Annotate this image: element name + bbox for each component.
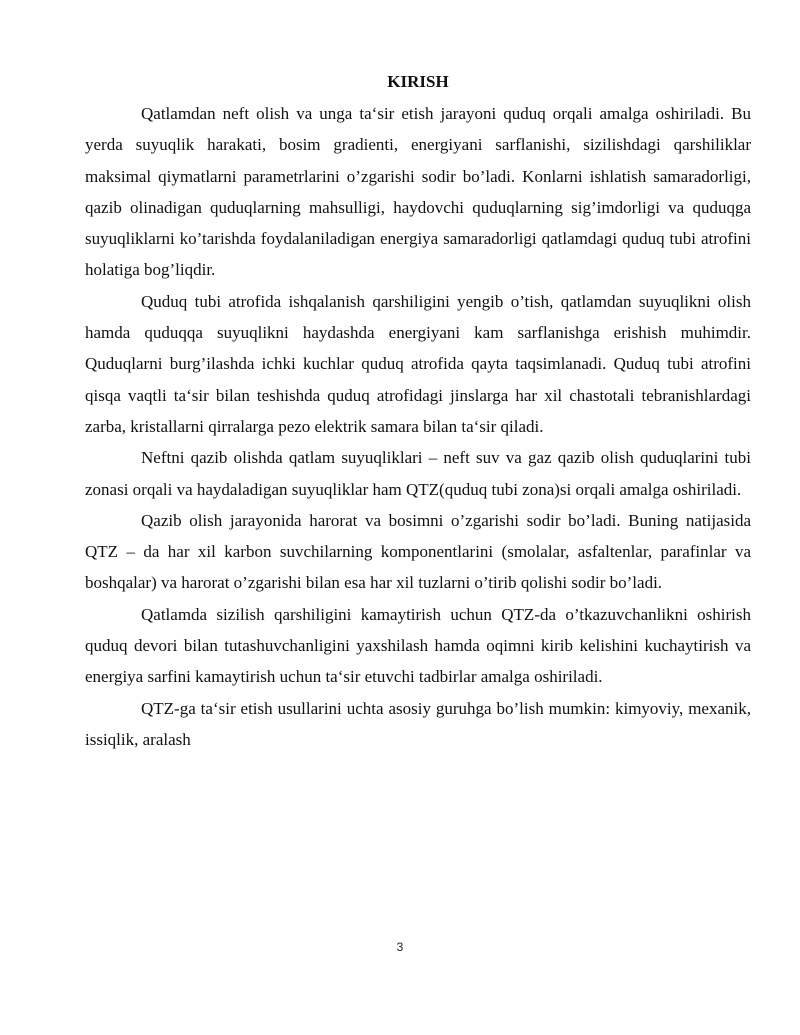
section-title: KIRISH xyxy=(387,72,449,91)
page-content xyxy=(85,66,751,755)
paragraph-6: QTZ-ga taʻsir etish usullarini uchta asosiy guruhga bo’lish mumkin: kimyoviy, mexanik, issiqlik, aralash xyxy=(85,698,751,749)
paragraph-1: Qatlamdan neft olish va unga taʻsir etish jarayoni quduq orqali amalga oshiriladi. Bu yerda suyuqlik harakati, bosim gradienti, energiyani sarflanishi, sizilishdagi qarshiliklar maksimal qiymatlarni parametrlarini o’zgarishi sodir bo’ladi. Konlarni ishlatish samaradorligi, qazib olinadigan quduqlarning mahsulligi, haydovchi quduqlarning sig’imdorligi va quduqga suyuqliklarni ko’tarishda foydalaniladigan energiya samaradorligi qatlamdagi quduq tubi atrofini holatiga bog’liqdir. xyxy=(85,104,751,280)
paragraph-3: Neftni qazib olishda qatlam suyuqliklari – neft suv va gaz qazib olish quduqlarini tubi zonasi orqali va haydaladigan suyuqliklar ham QTZ(quduq tubi zona)si orqali amalga oshiriladi. xyxy=(85,448,751,499)
page-number: 3 xyxy=(396,940,404,954)
paragraph-2: Quduq tubi atrofida ishqalanish qarshiligini yengib o’tish, qatlamdan suyuqlikni olish hamda quduqqa suyuqlikni haydashda energiyani kam sarflanishga erishish muhimdir. Quduqlarni burg’ilashda ichki kuchlar quduq atrofida qayta taqsimlanadi. Quduq tubi atrofini qisqa vaqtli taʻsir bilan teshishda quduq atrofidagi jinslarga har xil chastotali tebranishlardagi zarba, kristallarni qirralarga pezo elektrik samara bilan taʻsir qiladi. xyxy=(85,291,751,436)
paragraph-5: Qatlamda sizilish qarshiligini kamaytirish uchun QTZ-da o’tkazuvchanlikni oshirish quduq devori bilan tutashuvchanligini yaxshilash hamda oqimni kirib kelishini kuchaytirish va energiya sarfini kamaytirish uchun taʻsir etuvchi tadbirlar amalga oshiriladi. xyxy=(85,604,751,687)
paragraph-4: Qazib olish jarayonida harorat va bosimni o’zgarishi sodir bo’ladi. Buning natijasida QTZ – da har xil karbon suvchilarning komponentlarini (smolalar, asfaltenlar, parafinlar va boshqalar) va harorat o’zgarishi bilan esa har xil tuzlarni o’tirib qolishi sodir bo’ladi. xyxy=(85,510,751,593)
